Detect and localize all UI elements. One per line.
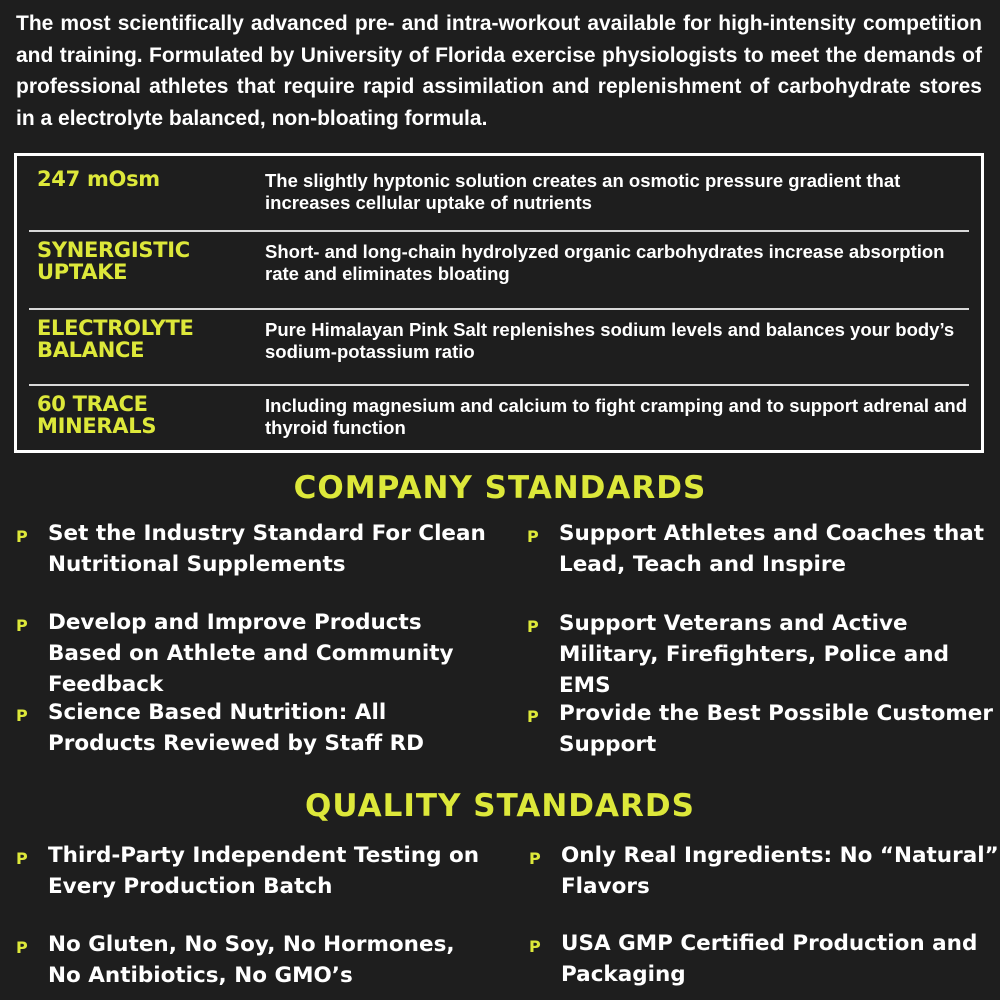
list-item-text: Provide the Best Possible Customer Support: [559, 701, 993, 757]
feature-row: [29, 232, 969, 310]
feature-table: [14, 153, 984, 453]
feature-description: The slightly hyptonic solution creates an osmotic pressure gradient that increases cellular uptake of nutrients: [265, 170, 901, 213]
bullet-icon: P: [529, 849, 541, 868]
list-item-text: Develop and Improve Products Based on Athlete and Community Feedback: [48, 610, 454, 697]
feature-label: ELECTROLYTE BALANCE: [37, 316, 194, 362]
bullet-icon: P: [16, 616, 28, 635]
feature-row: [29, 310, 969, 386]
bullet-icon: P: [527, 527, 539, 546]
list-item-text: Only Real Ingredients: No “Natural” Flavors: [561, 843, 999, 899]
feature-description: Short- and long-chain hydrolyzed organic carbohydrates increase absorption rate and eliminates bloating: [265, 241, 945, 284]
feature-description: Including magnesium and calcium to fight cramping and to support adrenal and thyroid function: [265, 395, 968, 438]
feature-description: Pure Himalayan Pink Salt replenishes sodium levels and balances your body’s sodium-potassium ratio: [265, 319, 955, 362]
bullet-icon: P: [529, 937, 541, 956]
quality-standards-heading: QUALITY STANDARDS: [305, 788, 695, 824]
list-item-text: Third-Party Independent Testing on Every Production Batch: [48, 843, 480, 899]
list-item-text: Science Based Nutrition: All Products Reviewed by Staff RD: [48, 700, 425, 756]
bullet-icon: P: [527, 707, 539, 726]
list-item-text: Support Athletes and Coaches that Lead, Teach and Inspire: [559, 521, 985, 577]
list-item-text: Support Veterans and Active Military, Firefighters, Police and EMS: [559, 611, 949, 698]
bullet-icon: P: [16, 527, 28, 546]
feature-label: SYNERGISTIC UPTAKE: [37, 238, 190, 284]
company-standards-heading: COMPANY STANDARDS: [293, 470, 707, 506]
list-item-text: Set the Industry Standard For Clean Nutritional Supplements: [48, 521, 486, 577]
list-item-text: No Gluten, No Soy, No Hormones, No Antibiotics, No GMO’s: [48, 932, 455, 988]
feature-label: 247 mOsm: [37, 167, 160, 191]
bullet-icon: P: [16, 706, 28, 725]
feature-label: 60 TRACE MINERALS: [37, 392, 157, 438]
intro-paragraph: The most scientifically advanced pre- and intra-workout available for high-intensity competition and training. Formulated by University of Florida exercise physiologists to meet the demands of professional athletes that require rapid assimilation and replenishment of carbohydrate stores in a electrolyte balanced, non-bloating formula.: [16, 12, 982, 130]
bullet-icon: P: [527, 617, 539, 636]
feature-row: [29, 161, 969, 232]
bullet-icon: P: [16, 938, 28, 957]
list-item-text: USA GMP Certified Production and Packaging: [561, 931, 978, 987]
feature-row: [29, 386, 969, 456]
bullet-icon: P: [16, 849, 28, 868]
